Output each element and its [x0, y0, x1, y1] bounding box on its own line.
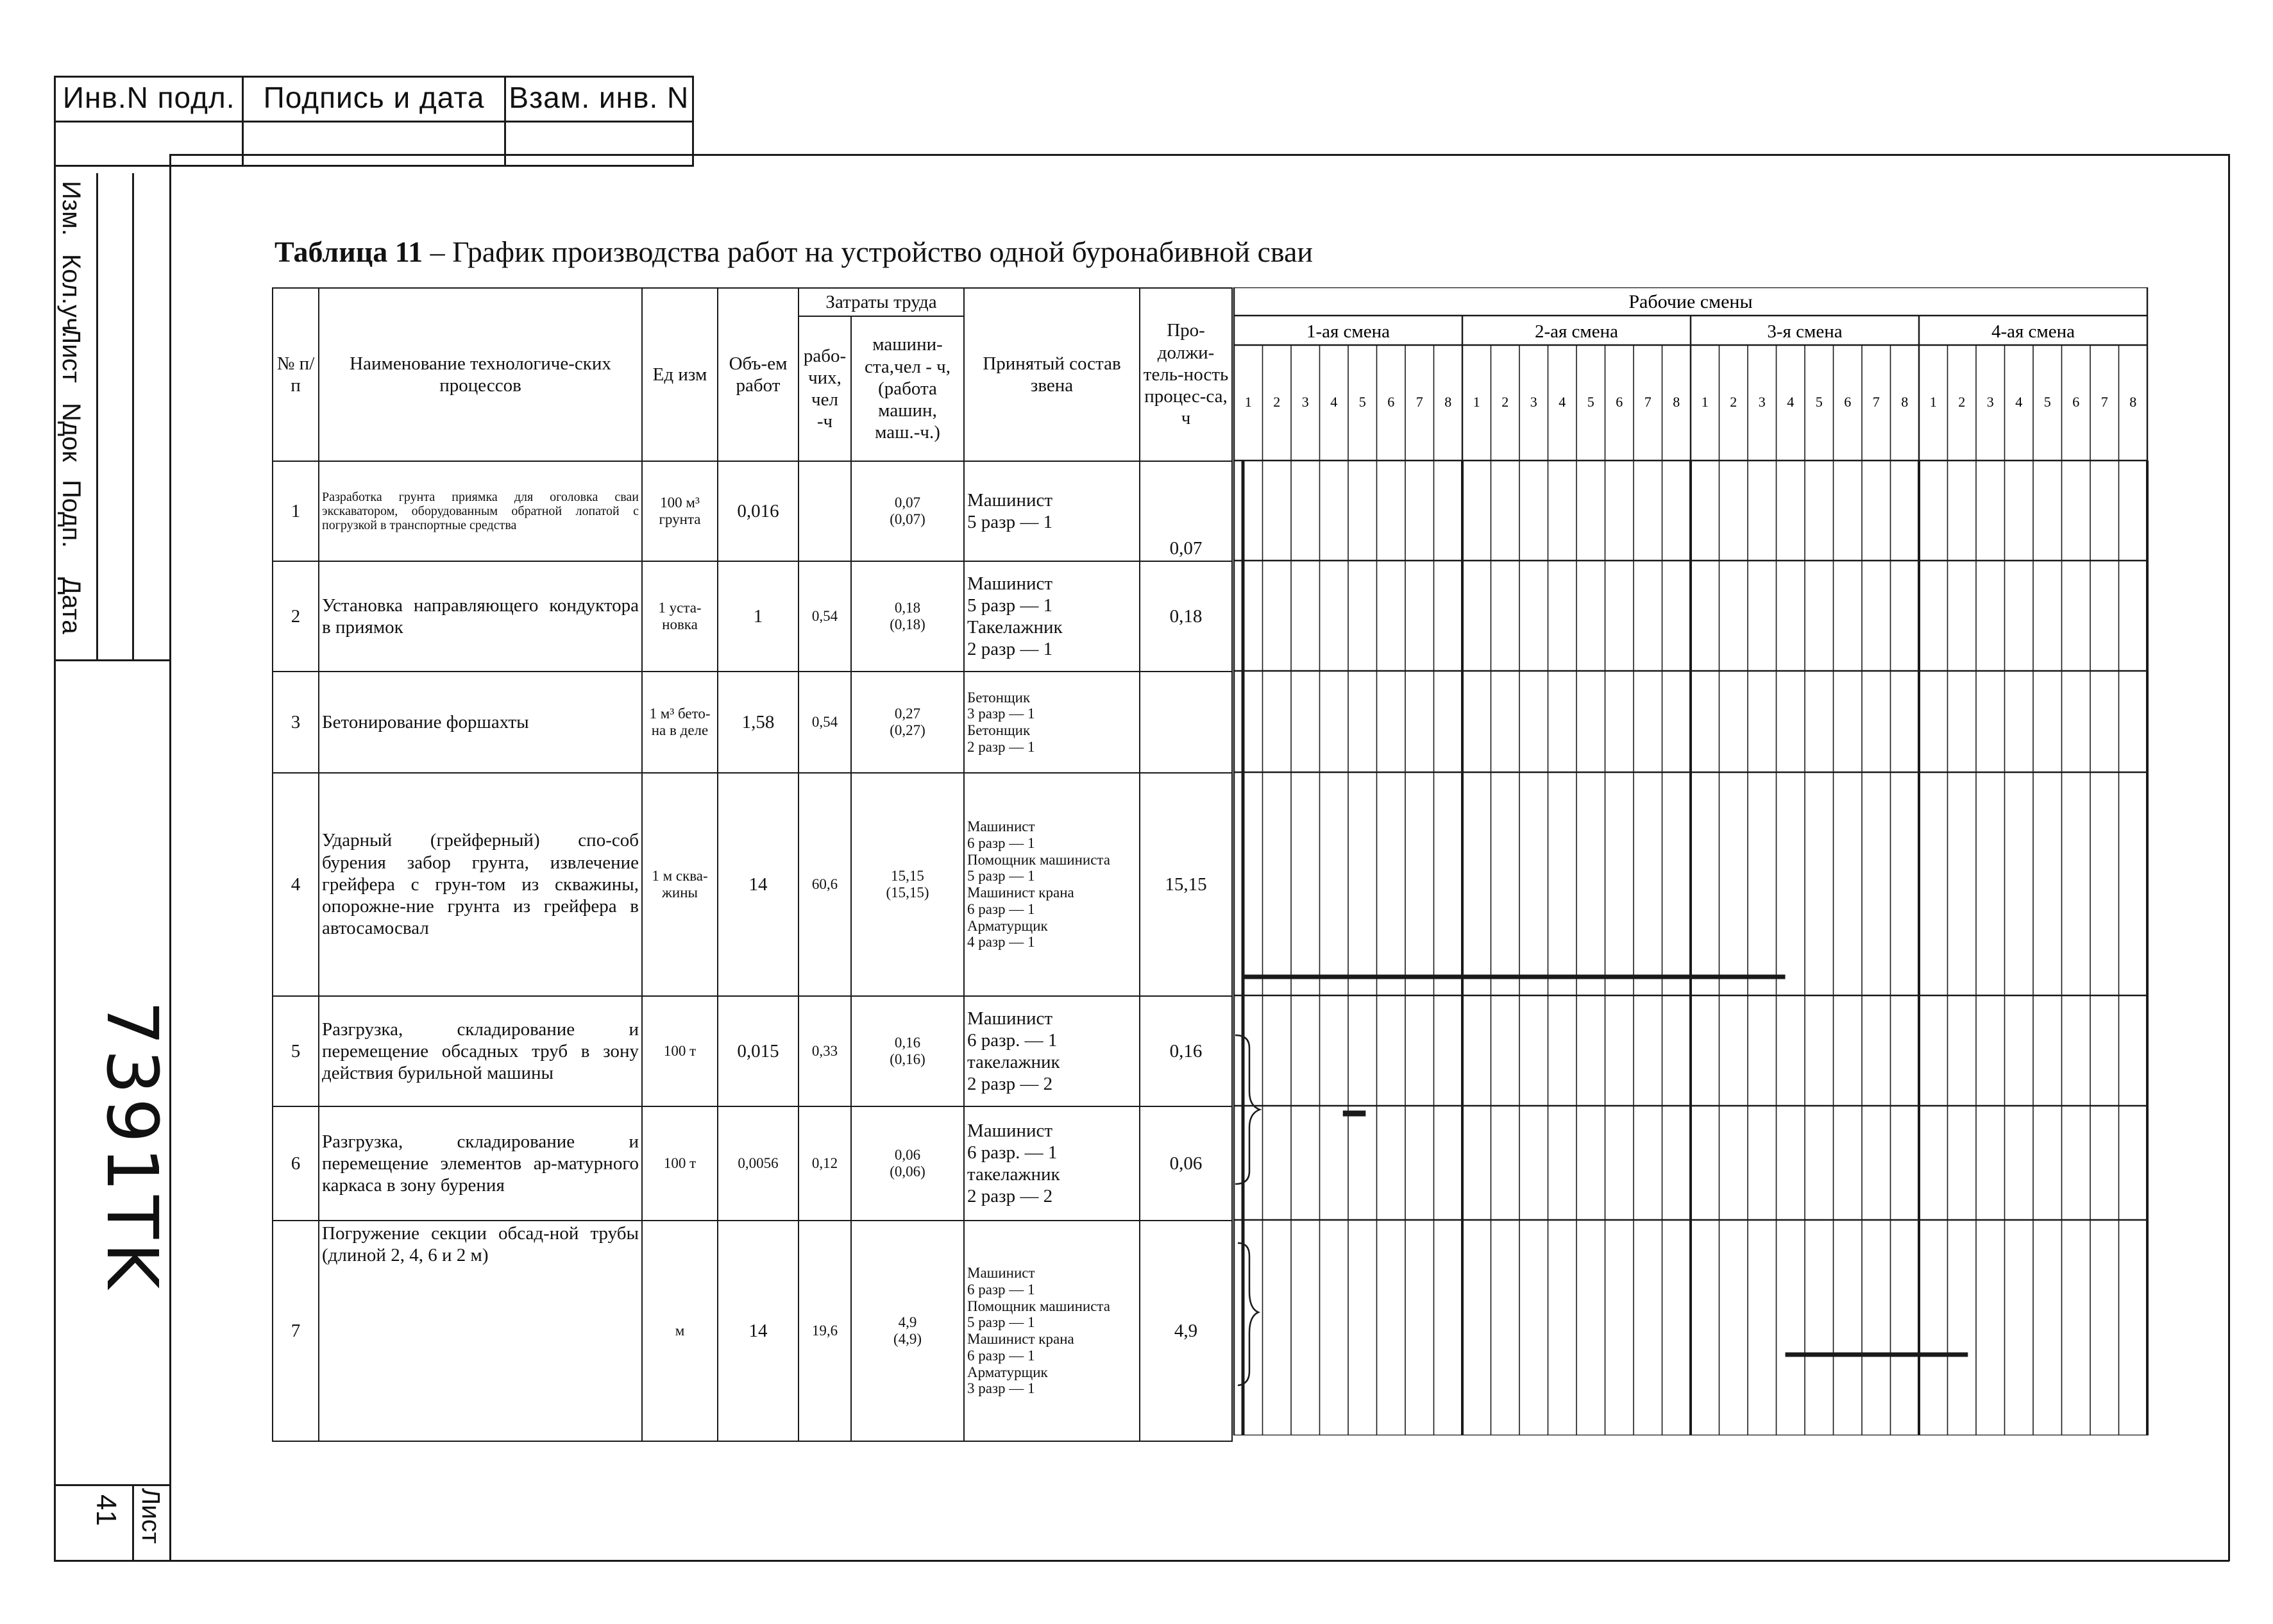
gantt-hour-label: 3	[1301, 394, 1309, 410]
gantt-hour-label: 2	[1958, 394, 1966, 410]
gantt-hour-label: 2	[1273, 394, 1281, 410]
row-workers: 0,54	[799, 672, 851, 773]
sheet-number: 41	[90, 1494, 122, 1526]
gantt-hour-label: 5	[2043, 394, 2051, 410]
table-row	[273, 461, 1232, 561]
row-num: 6	[273, 1106, 319, 1221]
row-name: Бетонирование форшахты	[319, 672, 642, 773]
gantt-hour-label: 3	[1530, 394, 1537, 410]
gantt-hour-label: 4	[1787, 394, 1795, 410]
gantt-hour-label: 4	[1330, 394, 1338, 410]
gantt-hour-label: 1	[1473, 394, 1480, 410]
row-crew: Машинист 5 разр — 1 Такелажник 2 разр — 1	[964, 561, 1140, 672]
row-unit: 100 т	[642, 996, 718, 1106]
header-unit: Ед изм	[642, 288, 718, 461]
row-volume: 1	[718, 561, 799, 672]
brace-row-7	[1238, 1243, 1258, 1385]
side-strip-right-edge	[169, 154, 171, 1561]
side-label-izm: Изм.	[57, 181, 85, 236]
header-duration: Про-должи-тель-ность процес-са, ч	[1140, 288, 1232, 461]
row-workers: 0,33	[799, 996, 851, 1106]
row-num: 1	[273, 461, 319, 561]
gantt-hour-label: 1	[1929, 394, 1937, 410]
gantt-hour-label: 7	[2100, 394, 2108, 410]
row-duration: 15,15	[1140, 773, 1232, 996]
row-workers	[799, 461, 851, 561]
row-duration: 0,06	[1140, 1106, 1232, 1221]
row-machinists: 4,9 (4,9)	[851, 1221, 964, 1441]
row-crew: Машинист 6 разр — 1 Помощник машиниста 5 разр — 1 Машинист крана 6 разр — 1 Арматурщик 4 разр — 1	[964, 773, 1140, 996]
side-strip-divider	[54, 659, 171, 661]
table-row	[273, 561, 1232, 672]
gantt-hour-label: 7	[1872, 394, 1880, 410]
gantt-hour-label: 7	[1644, 394, 1652, 410]
row-machinists: 0,18 (0,18)	[851, 561, 964, 672]
gantt-hour-label: 3	[1986, 394, 1994, 410]
side-label-ndok: Nдок	[57, 403, 85, 462]
gantt-shifts-title: Рабочие смены	[1628, 291, 1753, 312]
replacement-inv-label: Взам. инв. N	[505, 77, 693, 122]
frame-left	[54, 165, 56, 1561]
row-duration: 4,9	[1140, 1221, 1232, 1441]
gantt-hour-label: 6	[2072, 394, 2080, 410]
gantt-hour-label: 4	[2015, 394, 2023, 410]
header-labor: Затраты труда	[799, 288, 964, 316]
gantt-hour-label: 1	[1244, 394, 1252, 410]
row-duration: 0,18	[1140, 561, 1232, 672]
gantt-chart	[1231, 287, 2149, 1435]
sheet-label: Лист	[137, 1488, 165, 1544]
row-name: Разгрузка, складирование и перемещение элементов ар-матурного каркаса в зону бурения	[319, 1106, 642, 1221]
row-machinists: 0,07 (0,07)	[851, 461, 964, 561]
row-volume: 14	[718, 773, 799, 996]
gantt-hour-label: 8	[2129, 394, 2137, 410]
row-volume: 1,58	[718, 672, 799, 773]
row-name: Разгрузка, складирование и перемещение обсадных труб в зону действия бурильной машины	[319, 996, 642, 1106]
gantt-hour-label: 8	[1673, 394, 1680, 410]
table-row	[273, 773, 1232, 996]
row-unit: м	[642, 1221, 718, 1441]
header-machinists: машини-ста,чел - ч, (работа машин, маш.-ч.)	[851, 316, 964, 461]
row-workers: 0,12	[799, 1106, 851, 1221]
row-duration	[1140, 672, 1232, 773]
row-crew: Машинист 6 разр. — 1 такелажник 2 разр — 2	[964, 1106, 1140, 1221]
row-unit: 1 уста-новка	[642, 561, 718, 672]
gantt-shift-name: 2-ая смена	[1534, 321, 1619, 342]
frame-bottom	[54, 1560, 2229, 1562]
row-name: Установка направляющего кондуктора в приямок	[319, 561, 642, 672]
signature-date-label: Подпись и дата	[243, 77, 505, 122]
side-strip-col2	[132, 173, 134, 661]
header-workers: рабо-чих, чел -ч	[799, 316, 851, 461]
inv-number-cell	[55, 122, 243, 166]
row-workers: 60,6	[799, 773, 851, 996]
inv-number-label: Инв.N подл.	[55, 77, 243, 122]
header-name: Наименование технологиче-ских процессов	[319, 288, 642, 461]
row-unit: 1 м³ бето-на в деле	[642, 672, 718, 773]
row-crew: Машинист 6 разр — 1 Помощник машиниста 5 разр — 1 Машинист крана 6 разр — 1 Арматурщик 3 разр — 1	[964, 1221, 1140, 1441]
side-label-podp: Подп.	[57, 480, 85, 548]
row-volume: 14	[718, 1221, 799, 1441]
gantt-hour-label: 8	[1901, 394, 1909, 410]
row-unit: 1 м сква-жины	[642, 773, 718, 996]
row-machinists: 15,15 (15,15)	[851, 773, 964, 996]
frame-right	[2228, 154, 2230, 1561]
gantt-hour-label: 8	[1444, 394, 1452, 410]
table-row	[273, 996, 1232, 1106]
signature-date-cell	[243, 122, 505, 166]
gantt-hour-label: 5	[1815, 394, 1823, 410]
row-num: 3	[273, 672, 319, 773]
gantt-hour-label: 7	[1415, 394, 1423, 410]
gantt-hour-label: 2	[1501, 394, 1509, 410]
row-num: 5	[273, 996, 319, 1106]
work-schedule-table	[272, 287, 1233, 1442]
sheet-box-divider	[132, 1484, 134, 1561]
row-num: 4	[273, 773, 319, 996]
header-crew: Принятый состав звена	[964, 288, 1140, 461]
frame-top	[169, 154, 2229, 156]
side-label-list: Лист	[57, 327, 85, 383]
row-volume: 0,016	[718, 461, 799, 561]
table-title	[275, 235, 1313, 269]
document-code: 7391TK	[91, 1001, 173, 1293]
row-duration: 0,07	[1140, 461, 1232, 561]
table-row	[273, 672, 1232, 773]
gantt-hour-label: 5	[1587, 394, 1594, 410]
row-crew: Бетонщик 3 разр — 1 Бетонщик 2 разр — 1	[964, 672, 1140, 773]
row-volume: 0,015	[718, 996, 799, 1106]
gantt-hour-label: 1	[1701, 394, 1709, 410]
table-title-number: Таблица 11	[275, 235, 423, 268]
gantt-hour-label: 6	[1387, 394, 1395, 410]
row-volume: 0,0056	[718, 1106, 799, 1221]
brace-rows-5-6	[1235, 1035, 1260, 1184]
side-strip-col1	[96, 173, 98, 661]
row-machinists: 0,06 (0,06)	[851, 1106, 964, 1221]
row-workers: 0,54	[799, 561, 851, 672]
table-title-text: – График производства работ на устройство одной буронабивной сваи	[423, 235, 1314, 268]
row-num: 7	[273, 1221, 319, 1441]
row-name: Разработка грунта приямка для оголовка сваи экскаватором, оборудованным обратной лопатой с погрузкой в транспортные средства	[319, 461, 642, 561]
row-num: 2	[273, 561, 319, 672]
gantt-hour-label: 3	[1758, 394, 1766, 410]
gantt-hour-label: 5	[1358, 394, 1366, 410]
gantt-hour-label: 4	[1559, 394, 1566, 410]
gantt-hour-label: 6	[1844, 394, 1852, 410]
gantt-hour-label: 6	[1616, 394, 1623, 410]
gantt-shift-name: 3-я смена	[1767, 321, 1843, 342]
table-row	[273, 1221, 1232, 1441]
sheet-box-top	[54, 1484, 171, 1486]
row-crew: Машинист 6 разр. — 1 такелажник 2 разр — 2	[964, 996, 1140, 1106]
header-volume: Объ-ем работ	[718, 288, 799, 461]
side-label-kolich: Кол.уч.	[57, 254, 85, 339]
row-name: Погружение секции обсад-ной трубы (длиной 2, 4, 6 и 2 м)	[319, 1221, 642, 1441]
row-name: Ударный (грейферный) спо-соб бурения забор грунта, извлечение грейфера с грун-том из скважины, опорожне-ние грунта из грейфера в автосамосвал	[319, 773, 642, 996]
row-unit: 100 т	[642, 1106, 718, 1221]
row-crew: Машинист 5 разр — 1	[964, 461, 1140, 561]
table-row	[273, 1106, 1232, 1221]
gantt-shift-name: 4-ая смена	[1991, 321, 2075, 342]
row-duration: 0,16	[1140, 996, 1232, 1106]
row-machinists: 0,27 (0,27)	[851, 672, 964, 773]
row-unit: 100 м³ грунта	[642, 461, 718, 561]
inventory-stamp	[54, 76, 694, 167]
header-num: № п/п	[273, 288, 319, 461]
gantt-hour-label: 2	[1730, 394, 1737, 410]
row-machinists: 0,16 (0,16)	[851, 996, 964, 1106]
side-label-data: Дата	[57, 577, 85, 634]
gantt-shift-name: 1-ая смена	[1306, 321, 1390, 342]
row-workers: 19,6	[799, 1221, 851, 1441]
replacement-inv-cell	[505, 122, 693, 166]
